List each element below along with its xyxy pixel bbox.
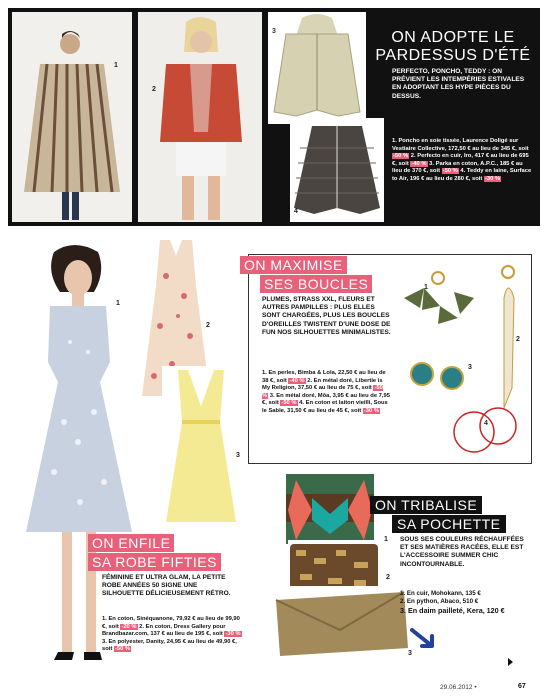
boucles-headline-line1: ON MAXIMISE [240,256,347,274]
boucles-label-4: 4 [484,420,488,427]
boucles-item-3: 3. En métal doré, Mõa, 3,95 € au lieu de 7,95 €, soit [262,392,390,407]
robe-headline [88,534,240,571]
robe-item-3-tag: -50 % [114,646,131,653]
robe-label-2: 2 [206,322,210,329]
pochette-headline [370,496,510,533]
top-item-2: 2. Perfecto en cuir, Iro, 417 € au lieu de 695 €, soit [392,153,529,167]
robe-item-2-tag: -30 % [225,631,241,638]
top-item-1-tag: -50 % [393,153,409,160]
parka-photo [268,12,366,124]
pochette-label-2: 2 [386,574,390,581]
top-item-3: 3. Parka en coton, A.P.C., 185 € au lieu de 370 €, soit [392,160,523,175]
poncho-photo [12,12,132,222]
robe-item-3: 3. En polyester, Danity, 24,95 € au lieu de 49,90 €, soit [102,638,237,653]
boucles-item-1-tag: -40 % [289,377,305,384]
robe-label-3: 3 [236,452,240,459]
boucles-item-1: 1. En perles, Bimba & Lola, 22,50 € au lieu de 38 €, soit [262,370,386,384]
parka-illustration [268,12,366,124]
pochette-headline-line1: ON TRIBALISE [370,496,482,514]
top-items [392,138,534,183]
top-headline-line1: ON ADOPTE LE [391,29,515,46]
boucles-label-3: 3 [468,364,472,371]
label-3: 3 [272,28,276,35]
top-section [8,8,540,226]
pochette-item-2: 2. En python, Abaco, 510 € [400,598,479,606]
suede-clutch-photo [270,586,410,660]
top-intro: PERFECTO, PONCHO, TEDDY : ON PRÉVIENT LES INTEMPÉRIES ESTIVALES EN ADOPTANT LES HYPE PIÈCES DU DESSUS. [392,68,525,100]
boucles-item-3-tag: -50 % [281,400,297,407]
yellow-dress-photo [162,366,240,528]
teddy-photo [290,118,384,222]
boucles-headline-line2: SES BOUCLES [260,275,372,293]
label-2: 2 [152,86,156,93]
tribal-clutch-illustration [282,470,378,548]
robe-headline-line1: ON ENFILE [88,534,174,552]
boucles-item-2-tag: -50 % [262,385,383,399]
top-headline [368,30,538,64]
pochette-item-1: 1. En cuir, Mohokann, 135 € [400,590,481,597]
boucles-label-2: 2 [516,336,520,343]
top-item-1: 1. Poncho en soie tissée, Laurence Doligé sur Vestiaire Collective, 172,50 € au lieu de 345 €, soit [392,138,529,152]
top-item-4-tag: -30 % [484,175,501,182]
pochette-label-1: 1 [384,536,388,543]
robe-headline-line2: SA ROBE FIFTIES [88,553,221,571]
boucles-label-1: 1 [424,284,428,291]
pochette-intro: SOUS SES COULEURS RÉCHAUFFÉES ET SES MATIÈRES RACÉES, ELLE EST L'ACCESSOIRE SUMMER CHIC INCONTOURNABLE. [400,536,524,568]
label-4: 4 [294,208,298,215]
poncho-model-illustration [12,12,132,222]
pochette-label-3: 3 [408,650,412,657]
top-headline-line2: PARDESSUS D'ÉTÉ [375,47,531,64]
teddy-illustration [290,118,384,222]
footer-date: 29.06.2012 • [440,684,477,691]
earrings-photo [394,258,528,458]
boucles-intro: PLUMES, STRASS XXL, FLEURS ET AUTRES PAMPILLES : PLUS ELLES SONT CHARGÉES, PLUS LES BOUCLES D'OREILLES TWISTENT D'UNE DOSE DE FUN NOS SILHOUETTES MINIMALISTES. [262,296,391,336]
boucles-item-2: 2. En métal doré, Libertie is My Religion, 37,50 € au lieu de 75 €, soit [262,377,383,392]
boucles-headline [240,256,390,293]
arrow-icon [406,624,436,650]
perfecto-photo [138,12,262,222]
boucles-item-4-tag: -30 % [363,407,380,414]
perfecto-model-illustration [138,12,262,222]
pochette-items [400,590,534,615]
suede-clutch-illustration [270,586,410,660]
top-item-4: 4. Teddy en laine, Surface to Air, 196 € au lieu de 280 €, soit [392,168,532,182]
robe-label-1: 1 [116,300,120,307]
robe-item-2: 2. En coton, Dress Gallery pour Brandbazar.com, 137 € au lieu de 195 €, soit [102,623,226,638]
robe-items [102,616,242,654]
label-1: 1 [114,62,118,69]
boucles-item-4: 4. En coton et laiton vieilli, Sous le Sable, 31,50 € au lieu de 45 €, soit [262,400,388,414]
yellow-dress-illustration [162,366,240,528]
robe-intro: FÉMININE ET ULTRA GLAM, LA PETITE ROBE ANNÉES 50 SIGNE UNE SILHOUETTE DÉLICIEUSEMENT RÉTRO. [102,574,231,598]
robe-item-1: 1. En coton, Sinéquanone, 79,92 € au lieu de 99,90 €, soit [102,616,240,630]
pochette-headline-line2: SA POCHETTE [392,515,506,533]
top-item-2-tag: -40 % [411,160,427,167]
robe-item-1-tag: -20 % [121,623,137,630]
tribal-clutch-photo [282,470,378,548]
boucles-items [262,370,390,415]
top-item-3-tag: -50 % [442,168,458,175]
pochette-item-3: 3. En daim pailleté, Kera, 120 € [400,606,505,616]
earrings-illustration [394,258,528,458]
page-number: 67 [518,683,526,690]
next-page-marker-icon [508,658,513,666]
